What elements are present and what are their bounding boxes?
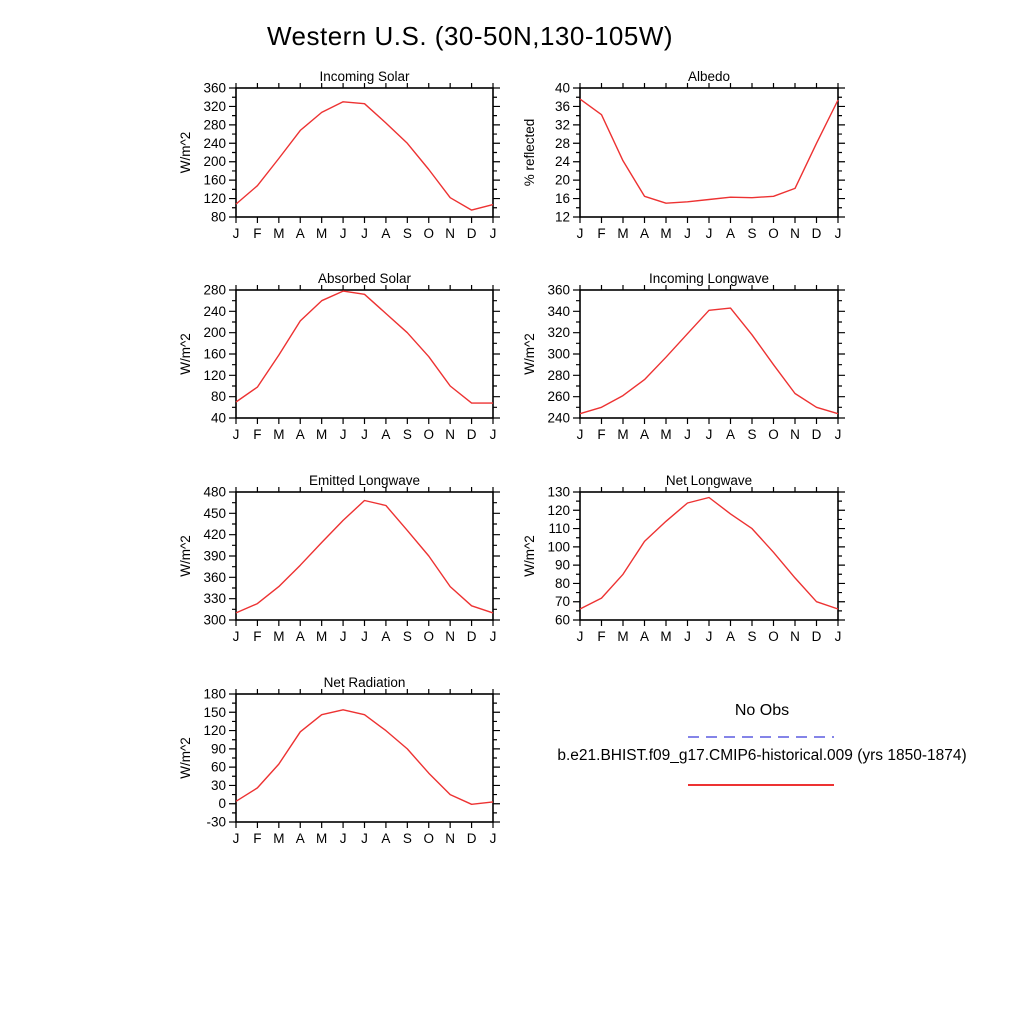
x-tick-label: M xyxy=(316,427,328,442)
y-tick-label: 200 xyxy=(203,325,226,341)
x-tick-label: M xyxy=(660,226,672,241)
x-tick-label: J xyxy=(339,226,347,241)
y-axis-label: W/m^2 xyxy=(522,535,537,577)
y-tick-label: 12 xyxy=(554,209,570,225)
y-axis-label: W/m^2 xyxy=(178,131,193,174)
x-tick-label: A xyxy=(725,629,736,644)
x-tick-label: J xyxy=(339,831,347,846)
x-tick-label: F xyxy=(597,427,606,442)
series-line xyxy=(236,710,493,805)
x-tick-label: A xyxy=(725,226,736,241)
y-tick-label: 280 xyxy=(203,117,226,133)
y-tick-label: 60 xyxy=(210,759,226,775)
chart-title: Albedo xyxy=(687,69,731,84)
x-tick-label: N xyxy=(790,427,800,442)
y-tick-label: 0 xyxy=(218,796,226,812)
y-tick-label: 120 xyxy=(203,367,226,383)
x-tick-label: N xyxy=(790,226,800,241)
x-tick-label: O xyxy=(423,427,435,442)
x-tick-label: M xyxy=(273,226,285,241)
series-line xyxy=(236,102,493,210)
plot-frame xyxy=(580,492,838,620)
x-tick-label: J xyxy=(576,226,584,241)
x-tick-label: J xyxy=(576,629,584,644)
x-tick-label: O xyxy=(423,831,435,846)
x-tick-label: A xyxy=(639,629,650,644)
chart-title: Net Radiation xyxy=(323,675,406,690)
y-tick-label: 480 xyxy=(203,484,226,500)
x-tick-label: M xyxy=(617,427,629,442)
y-tick-label: 240 xyxy=(203,135,226,151)
page-title: Western U.S. (30-50N,130-105W) xyxy=(266,21,674,51)
x-tick-label: J xyxy=(339,427,347,442)
x-tick-label: O xyxy=(423,629,435,644)
x-tick-label: J xyxy=(361,226,368,241)
y-tick-label: 110 xyxy=(548,521,570,537)
x-tick-label: A xyxy=(295,629,305,644)
x-tick-label: A xyxy=(639,226,650,241)
x-tick-label: N xyxy=(445,427,456,442)
series-line xyxy=(580,99,838,203)
x-tick-label: J xyxy=(361,629,368,644)
y-tick-label: 240 xyxy=(547,410,570,426)
x-tick-label: J xyxy=(489,427,497,442)
axis-ticks xyxy=(573,487,845,626)
y-tick-label: 40 xyxy=(210,410,226,426)
plot-frame xyxy=(236,290,493,418)
x-tick-label: J xyxy=(232,629,240,644)
x-tick-label: D xyxy=(466,831,477,846)
y-tick-label: 80 xyxy=(210,389,226,405)
y-axis-label: W/m^2 xyxy=(178,333,193,375)
y-tick-label: 300 xyxy=(203,612,226,628)
y-tick-label: 20 xyxy=(554,172,570,188)
chart-absorbed-solar xyxy=(178,271,500,442)
y-tick-label: 280 xyxy=(547,367,570,383)
y-tick-label: 420 xyxy=(203,527,226,543)
x-tick-label: J xyxy=(576,427,584,442)
y-tick-label: 60 xyxy=(554,612,570,628)
y-tick-label: 80 xyxy=(210,209,226,225)
x-tick-label: N xyxy=(445,226,456,241)
x-tick-label: D xyxy=(811,226,822,241)
y-tick-label: 90 xyxy=(554,557,570,573)
x-tick-label: J xyxy=(361,831,368,846)
y-tick-label: 160 xyxy=(203,346,226,362)
series-line xyxy=(580,308,838,414)
x-tick-label: M xyxy=(660,427,672,442)
x-tick-label: A xyxy=(295,831,305,846)
x-tick-label: F xyxy=(253,427,262,442)
x-tick-label: F xyxy=(597,226,606,241)
x-tick-label: M xyxy=(316,629,328,644)
x-tick-label: O xyxy=(768,226,779,241)
y-tick-label: 260 xyxy=(547,389,570,405)
y-tick-label: 80 xyxy=(554,575,570,591)
x-tick-label: J xyxy=(489,831,497,846)
y-tick-label: 320 xyxy=(203,98,226,114)
axis-ticks xyxy=(229,689,500,828)
y-tick-label: 100 xyxy=(547,539,570,555)
x-tick-label: J xyxy=(705,226,713,241)
x-tick-label: A xyxy=(295,427,305,442)
y-axis-label: W/m^2 xyxy=(522,333,537,375)
y-tick-label: 150 xyxy=(203,704,226,720)
chart-albedo xyxy=(522,69,845,241)
y-tick-label: 390 xyxy=(203,548,226,564)
x-tick-label: J xyxy=(834,427,842,442)
x-tick-label: J xyxy=(232,226,240,241)
axis-ticks xyxy=(229,285,500,424)
x-tick-label: J xyxy=(489,629,497,644)
x-tick-label: S xyxy=(402,427,412,442)
y-tick-label: 32 xyxy=(554,117,570,133)
plot-frame xyxy=(580,290,838,418)
y-tick-label: 360 xyxy=(203,80,226,96)
x-tick-label: N xyxy=(445,629,456,644)
x-tick-label: N xyxy=(445,831,456,846)
series-line xyxy=(236,291,493,403)
y-tick-label: 70 xyxy=(554,594,570,610)
chart-title: Emitted Longwave xyxy=(308,473,421,488)
x-tick-label: A xyxy=(381,427,391,442)
y-tick-label: 120 xyxy=(203,723,226,739)
x-tick-label: S xyxy=(402,831,412,846)
y-axis-label: W/m^2 xyxy=(178,535,193,577)
x-tick-label: D xyxy=(811,629,822,644)
x-tick-label: O xyxy=(768,629,779,644)
y-tick-label: 28 xyxy=(554,135,570,151)
x-tick-label: D xyxy=(466,629,477,644)
legend-model-label: b.e21.BHIST.f09_g17.CMIP6-historical.009 (yrs 1850-1874) xyxy=(557,747,967,764)
x-tick-label: M xyxy=(273,629,285,644)
x-tick-label: J xyxy=(232,427,240,442)
y-tick-label: 160 xyxy=(203,172,226,188)
chart-title: Net Longwave xyxy=(665,473,753,488)
y-tick-label: 40 xyxy=(554,80,570,96)
chart-title: Incoming Longwave xyxy=(648,271,770,286)
x-tick-label: A xyxy=(381,629,391,644)
y-tick-label: 360 xyxy=(203,569,226,585)
no-obs-dashed-line-swatch xyxy=(688,736,834,738)
y-tick-label: -30 xyxy=(206,814,226,830)
chart-incoming-longwave xyxy=(522,271,845,442)
x-tick-label: D xyxy=(466,427,477,442)
x-tick-label: J xyxy=(705,427,713,442)
y-tick-label: 16 xyxy=(554,191,570,207)
x-tick-label: J xyxy=(232,831,240,846)
x-tick-label: J xyxy=(489,226,497,241)
x-tick-label: M xyxy=(316,831,328,846)
x-tick-label: F xyxy=(253,226,262,241)
x-tick-label: O xyxy=(768,427,779,442)
chart-net-radiation xyxy=(178,675,500,846)
y-tick-label: 30 xyxy=(210,777,226,793)
x-tick-label: S xyxy=(747,226,757,241)
x-tick-label: J xyxy=(339,629,347,644)
x-tick-label: D xyxy=(811,427,822,442)
y-axis-label: W/m^2 xyxy=(178,737,193,779)
series-line xyxy=(236,501,493,613)
x-tick-label: J xyxy=(684,629,691,644)
y-tick-label: 180 xyxy=(203,686,226,702)
x-tick-label: A xyxy=(295,226,305,241)
y-tick-label: 360 xyxy=(547,282,570,298)
x-tick-label: A xyxy=(381,831,391,846)
x-tick-label: F xyxy=(253,831,262,846)
y-tick-label: 340 xyxy=(547,303,570,319)
x-tick-label: M xyxy=(316,226,328,241)
x-tick-label: J xyxy=(834,629,842,644)
axis-ticks xyxy=(573,83,845,223)
chart-title: Absorbed Solar xyxy=(317,271,412,286)
y-tick-label: 90 xyxy=(210,741,226,757)
x-tick-label: M xyxy=(660,629,672,644)
chart-net-longwave xyxy=(522,473,845,644)
y-tick-label: 130 xyxy=(547,484,570,500)
x-tick-label: S xyxy=(747,427,757,442)
x-tick-label: O xyxy=(423,226,435,241)
x-tick-label: M xyxy=(617,226,629,241)
y-tick-label: 300 xyxy=(547,346,570,362)
x-tick-label: A xyxy=(725,427,736,442)
x-tick-label: D xyxy=(466,226,477,241)
chart-emitted-longwave xyxy=(178,473,500,644)
x-tick-label: N xyxy=(790,629,800,644)
x-tick-label: F xyxy=(597,629,606,644)
x-tick-label: M xyxy=(273,427,285,442)
x-tick-label: S xyxy=(747,629,757,644)
model-solid-line-swatch xyxy=(688,784,834,786)
x-tick-label: F xyxy=(253,629,262,644)
x-tick-label: A xyxy=(381,226,391,241)
plot-frame xyxy=(236,694,493,822)
y-tick-label: 450 xyxy=(203,505,226,521)
y-tick-label: 36 xyxy=(554,98,570,114)
y-tick-label: 120 xyxy=(547,502,570,518)
y-tick-label: 200 xyxy=(203,154,226,170)
x-tick-label: J xyxy=(684,427,691,442)
x-tick-label: J xyxy=(684,226,691,241)
y-tick-label: 330 xyxy=(203,591,226,607)
y-tick-label: 240 xyxy=(203,303,226,319)
x-tick-label: A xyxy=(639,427,650,442)
plot-frame xyxy=(236,492,493,620)
series-line xyxy=(580,498,838,610)
x-tick-label: J xyxy=(705,629,713,644)
y-tick-label: 280 xyxy=(203,282,226,298)
y-axis-label: % reflected xyxy=(522,118,537,187)
x-tick-label: J xyxy=(361,427,368,442)
plot-frame xyxy=(236,88,493,217)
y-tick-label: 120 xyxy=(203,191,226,207)
x-tick-label: M xyxy=(617,629,629,644)
axis-ticks xyxy=(573,285,845,424)
y-tick-label: 24 xyxy=(554,154,570,170)
x-tick-label: S xyxy=(402,629,412,644)
y-tick-label: 320 xyxy=(547,325,570,341)
legend-no-obs-label: No Obs xyxy=(734,702,790,719)
x-tick-label: S xyxy=(402,226,412,241)
axis-ticks xyxy=(229,487,500,626)
x-tick-label: M xyxy=(273,831,285,846)
x-tick-label: J xyxy=(834,226,842,241)
chart-title: Incoming Solar xyxy=(319,69,410,84)
chart-incoming-solar xyxy=(178,69,500,241)
